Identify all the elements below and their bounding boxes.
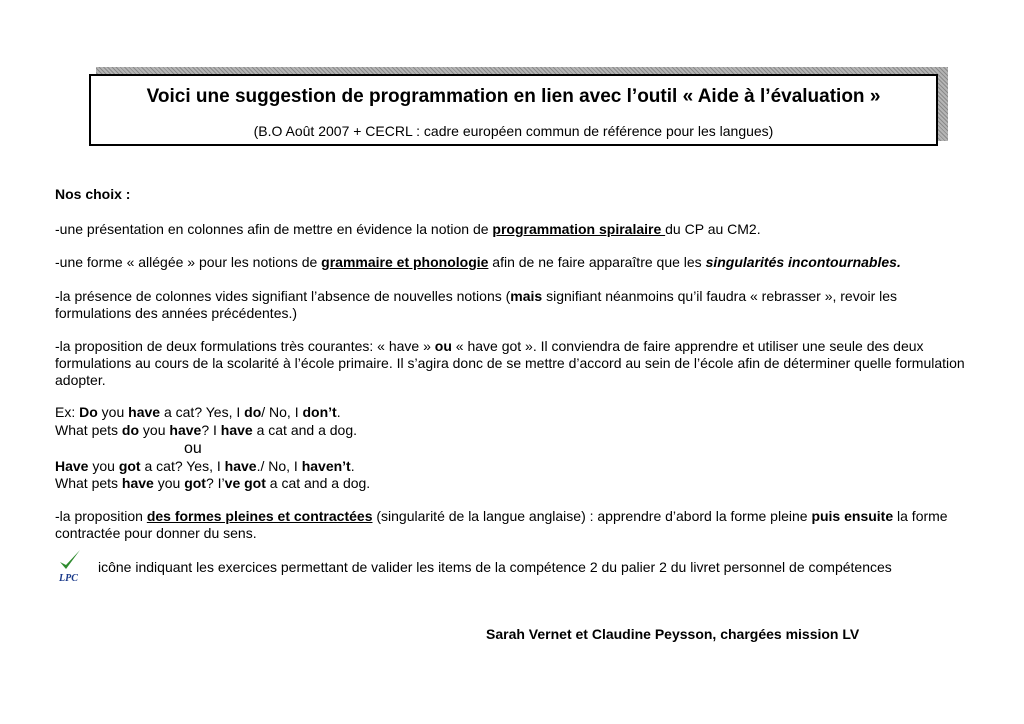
choice-grammar: -une forme « allégée » pour les notions de grammaire et phonologie afin de ne faire apparaître que les singularités incontournables. — [55, 254, 901, 270]
section-heading: Nos choix : — [55, 186, 131, 202]
example-line-3: Have you got a cat? Yes, I have./ No, I haven’t. — [55, 458, 355, 474]
choice-spiral: -une présentation en colonnes afin de mettre en évidence la notion de programmation spiralaire du CP au CM2. — [55, 221, 761, 237]
choice-formulations: -la proposition de deux formulations très courantes: « have » ou « have got ». Il conviendra de faire apprendre et utiliser une seule des deux formulations au cours de la scolarité à l’école primaire. Il s’agira donc de se mettre d’accord au sein de l’école afin de déterminer quelle formulation adopter. — [55, 338, 965, 388]
page-title: Voici une suggestion de programmation en lien avec l’outil « Aide à l’évaluation » — [146, 86, 881, 107]
signature: Sarah Vernet et Claudine Peysson, chargées mission LV — [486, 626, 860, 642]
page-subtitle: (B.O Août 2007 + CECRL : cadre européen commun de référence pour les langues) — [253, 123, 774, 139]
example-ou: ou — [184, 440, 202, 457]
header-box — [89, 74, 938, 146]
choice-full-forms: -la proposition des formes pleines et contractées (singularité de la langue anglaise) : apprendre d’abord la forme pleine puis ensuite la forme contractée pour donner du sens. — [55, 508, 948, 541]
example-line-1: Ex: Do you have a cat? Yes, I do/ No, I don’t. — [55, 404, 341, 420]
lpc-label: LPC — [59, 573, 78, 584]
lpc-check-icon — [57, 548, 83, 584]
example-line-2: What pets do you have? I have a cat and a dog. — [55, 422, 358, 438]
lpc-description: icône indiquant les exercices permettant de valider les items de la compétence 2 du palier 2 du livret personnel de compétences — [98, 559, 892, 575]
example-line-4: What pets have you got? I’ve got a cat and a dog. — [55, 475, 371, 491]
choice-empty-columns: -la présence de colonnes vides signifiant l’absence de nouvelles notions (mais signifiant néanmoins qu’il faudra « rebrasser », revoir les formulations des années précédentes.) — [55, 288, 898, 321]
